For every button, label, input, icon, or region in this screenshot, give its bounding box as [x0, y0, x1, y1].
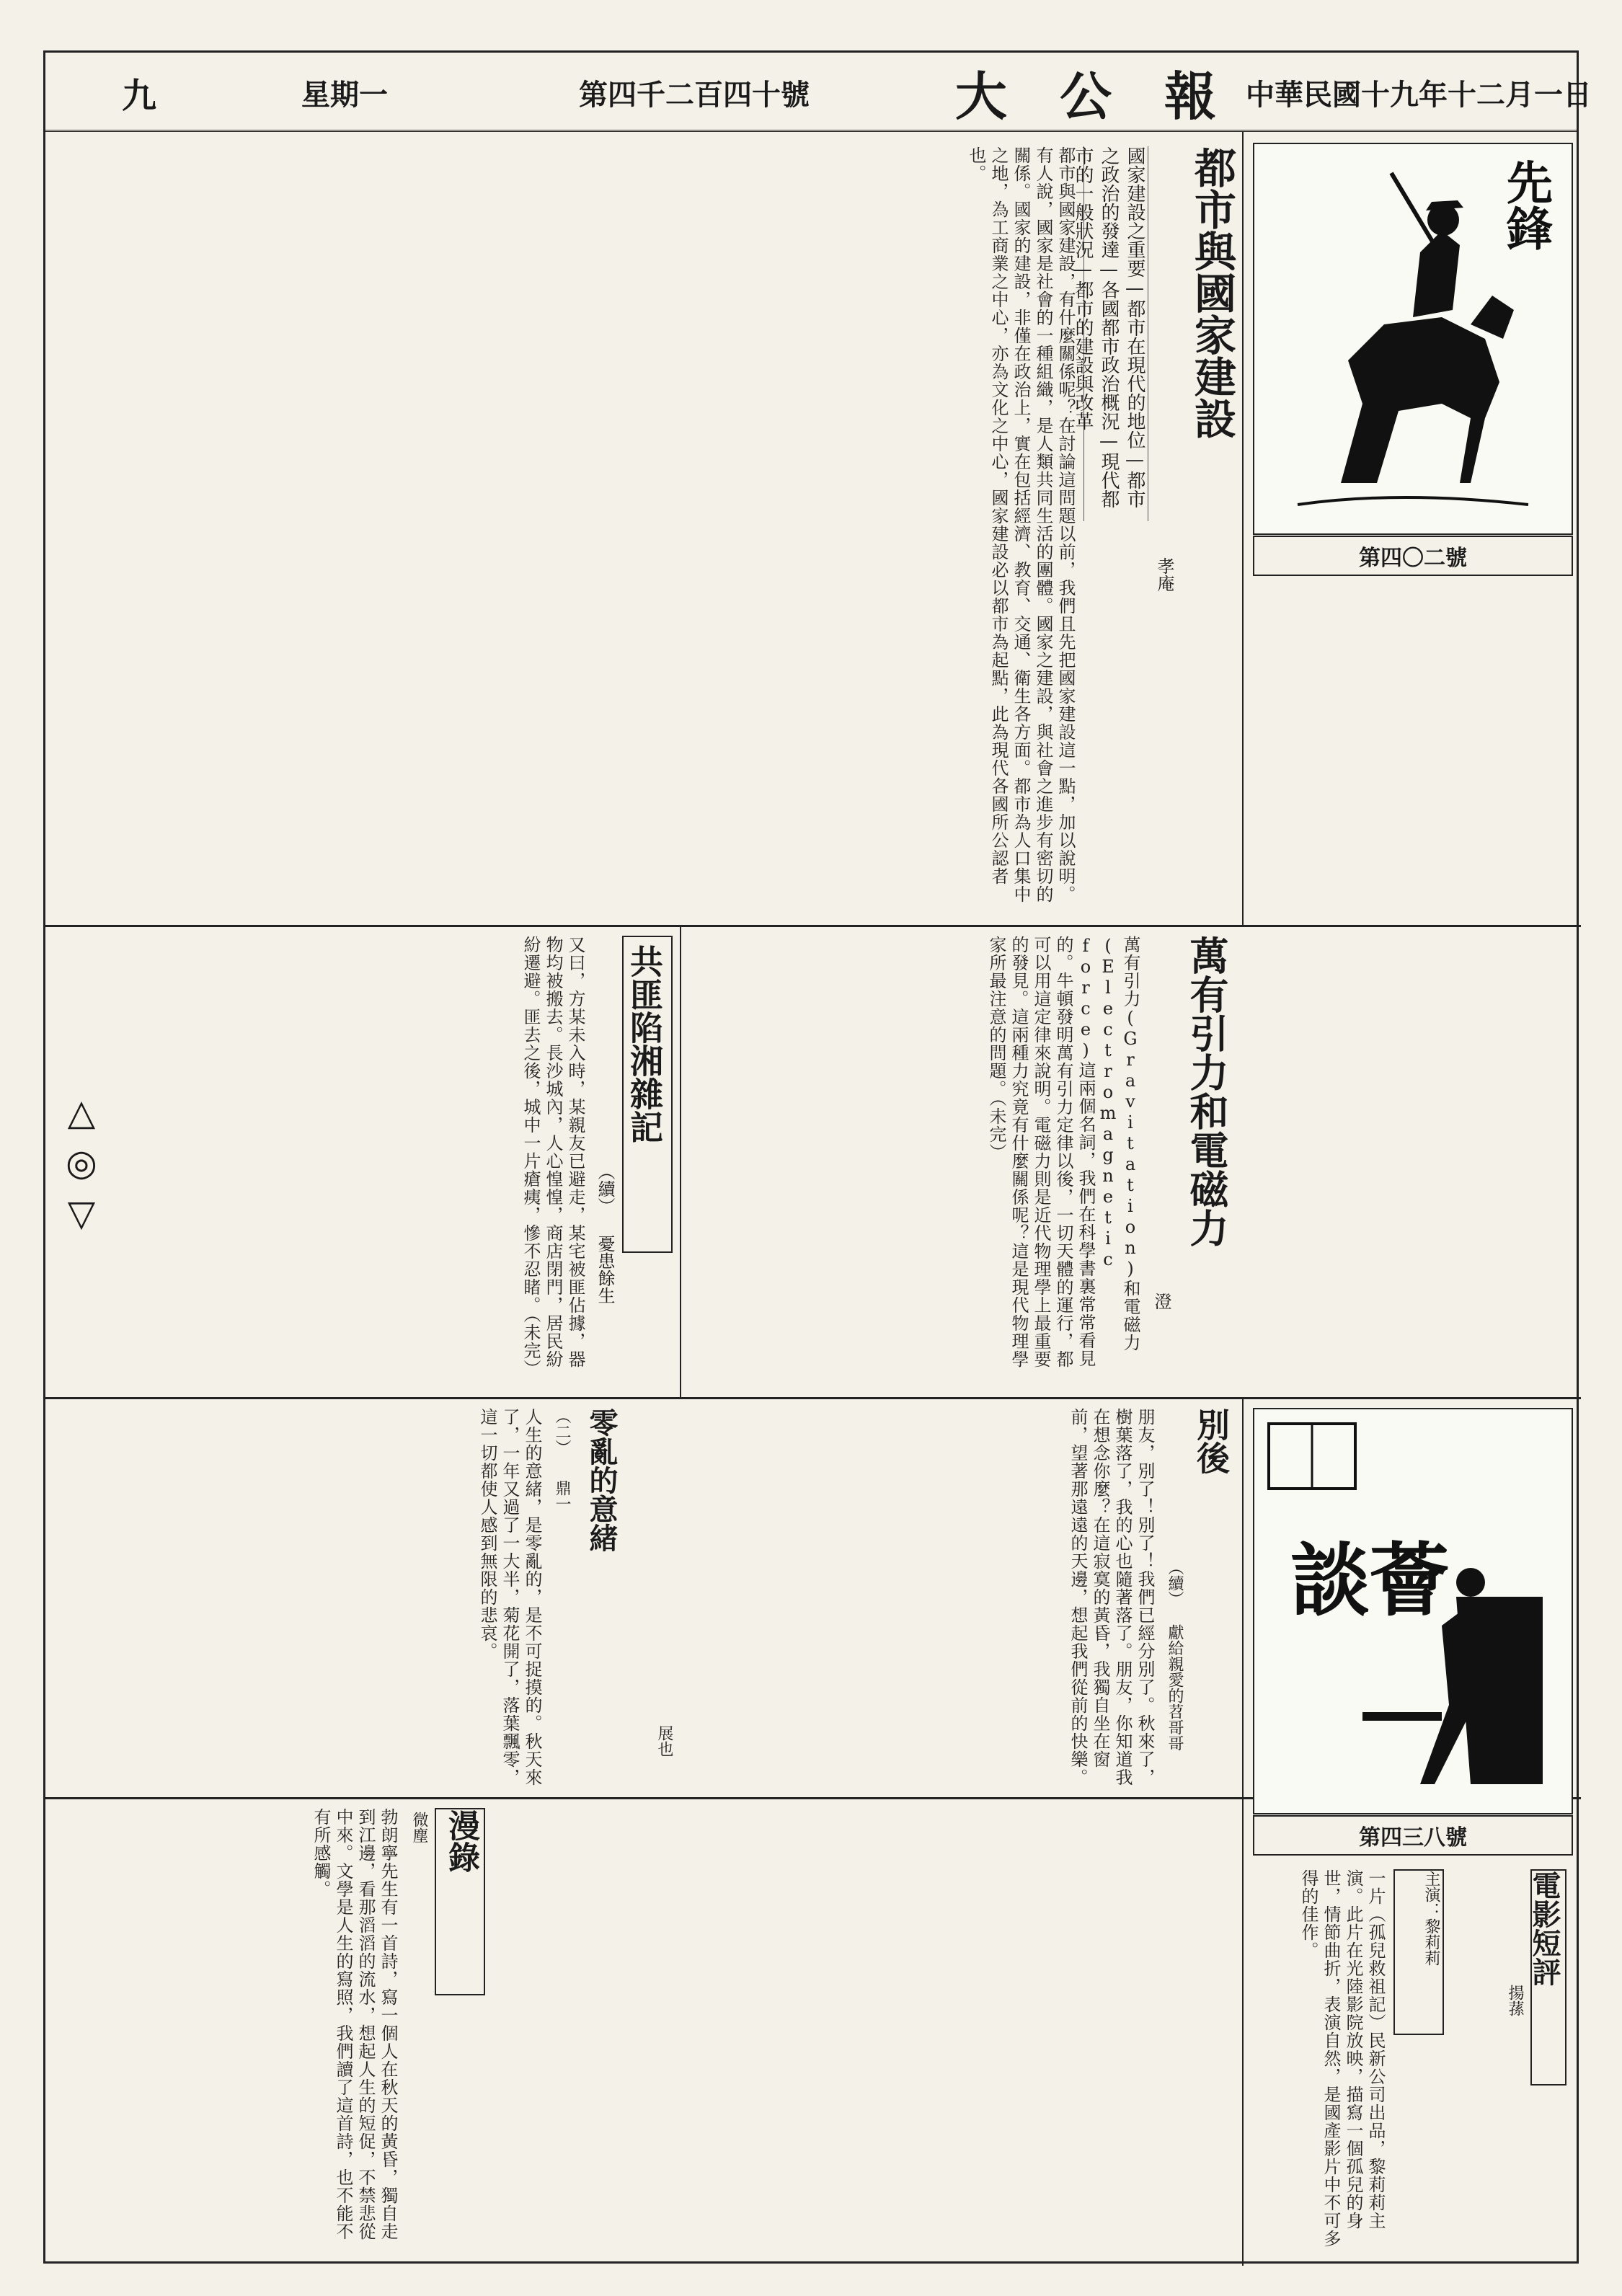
article-part: （續）: [595, 1163, 615, 1215]
article-byline: 微塵: [410, 1812, 428, 1843]
article-part: （二）: [553, 1408, 571, 1455]
article-body: 都市與國家建設，有什麼關係呢？在討論這問題以前，我們且先把國家建設這一點，加以說明。有人說，國家是社會的一種組織，是人類共同生活的團體。國家之建設，與社會之進步有密切的關係。國家的建設，非僅在政治上，實在包括經濟、教育、交通、衛生各方面。都市為人口集中之地，為工商業之中心，亦為文化之中心，國家建設必以都市為起點，此為現代各國所公認者也。: [966, 146, 1076, 903]
column-rule: [1242, 132, 1244, 925]
issue-badge: 第四三八號: [1253, 1815, 1573, 1856]
section-divider: [45, 1397, 1581, 1399]
author-name: 展也: [655, 1725, 673, 1757]
article-contents: 國家建設之重要—都市在現代的地位—都市之政治的發達—各國都市政治概況—現代都市的一般狀況—都市的建設與改革: [1083, 146, 1148, 521]
article-title: 漫錄: [435, 1808, 485, 1995]
article-title: 都市與國家建設: [1187, 146, 1236, 439]
article-body: 又曰，方某未入時，某親友已避走，某宅被匪佔據，器物均被搬去。長沙城內，人心惶惶，商店閉門，居民紛紛遷避。匪去之後，城中一片瘡痍，慘不忍睹。（未完）: [520, 936, 585, 1378]
section-divider: [45, 925, 1581, 927]
article-body: 萬有引力(Gravitation)和電磁力(Electromagnetic force)這兩個名詞，我們在科學書裏常常看見的。牛頓發明萬有引力定律以後，一切天體的運行，都可以用這定律來說明。電磁力則是近代物理學上最重要的發見。這兩種力究竟有什麼關係呢？這是現代物理學家所最注意的問題。（未完）: [986, 936, 1140, 1368]
article-title: 共匪陷湘雜記: [622, 936, 673, 1253]
article-title: 別後: [1192, 1408, 1231, 1474]
talk-column-illustration: [1253, 1408, 1573, 1814]
issue-date: 中華民國十九年十二月一日: [1246, 77, 1592, 112]
triangle-down-icon: ▽: [67, 1192, 96, 1234]
triangle-up-icon: △: [67, 1091, 96, 1133]
soldier-on-horse-illustration: [1253, 143, 1573, 535]
masthead: [45, 53, 1592, 132]
page-number: 九: [121, 75, 156, 116]
article-byline: 獻給親愛的苕哥哥: [1166, 1624, 1184, 1751]
article-byline: 孝庵: [1154, 557, 1174, 592]
column-rule: [680, 925, 681, 1397]
circle-dot-icon: ◎: [66, 1142, 97, 1184]
article-body: 人生的意緒，是零亂的，是不可捉摸的。秋天來了，一年又過了一大半，菊花開了，落葉飄零，這一切都使人感到無限的悲哀。: [477, 1408, 542, 1786]
cast-badge: 主演：黎莉莉: [1393, 1869, 1444, 2035]
article-byline: 澄: [1151, 1293, 1171, 1310]
article-body: 朋友，別了！別了！我們已經分別了。秋來了，樹葉落了，我的心也隨著落了。朋友，你知道我在想念你麼？在這寂寞的黃昏，我獨自坐在窗前，望著那遠遠的天邊，想起我們從前的快樂。: [1068, 1408, 1155, 1786]
article-part: （續）: [1166, 1559, 1184, 1607]
article-byline: 揚蓀: [1506, 1985, 1524, 2016]
issue-number: 第四千二百四十號: [579, 77, 810, 112]
article-title: 零亂的意緒: [585, 1408, 619, 1552]
article-title: 電影短評: [1530, 1869, 1566, 2086]
issue-badge: 第四〇二號: [1253, 536, 1573, 576]
series-label: 談薈: [1290, 1534, 1449, 1627]
series-label: 先鋒: [1499, 159, 1553, 251]
article-body: 勃朗寧先生有一首詩，寫一個人在秋天的黃昏，獨自走到江邊，看那滔滔的流水，想起人生的短促，不禁悲從中來。文學是人生的寫照，我們讀了這首詩，也不能不有所感觸。: [311, 1808, 398, 2240]
article-byline: 鼎一: [553, 1480, 571, 1512]
article-body: 一片（孤兒救祖記）民新公司出品，黎莉莉主演。此片在光陸影院放映，描寫一個孤兒的身世，情節曲折，表演自然，是國產影片中不可多得的佳作。: [1298, 1869, 1386, 2248]
article-title: 萬有引力和電磁力: [1184, 936, 1230, 1247]
newspaper-page: [43, 50, 1592, 2264]
weekday: 星期一: [301, 77, 388, 112]
newspaper-title: 大 公 報: [954, 66, 1234, 127]
article-byline: 憂患餘生: [595, 1235, 615, 1304]
column-rule: [1242, 1397, 1244, 2266]
